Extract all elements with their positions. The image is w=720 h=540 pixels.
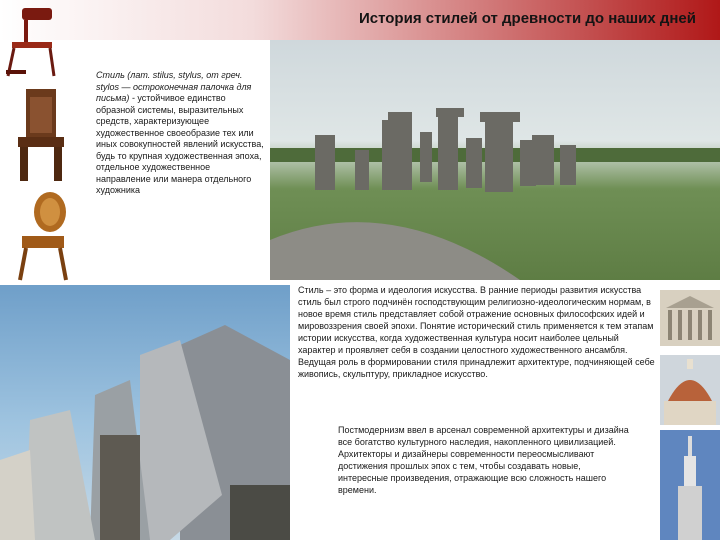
empire-state-photo <box>660 430 720 540</box>
postmodern-paragraph: Постмодернизм ввел в арсенал современной архитектуры и дизайна все богатство культурного наследия, накопленного цивилизацией. Архитекторы и дизайнеры современности переосмысливают достижения прошлых эпох с тем, чтобы создавать новые, интересные произведения, отражающие всю сложность нашего времени. <box>338 425 629 495</box>
pantheon-photo <box>660 290 720 346</box>
style-paragraph: Стиль – это форма и идеология искусства. В ранние периоды развития искусства стиль был строго подчинён господствующим религиозно-идеологическим нормам, в новое время стиль представляет собой отражение основных философских идей и мировоззрения своей эпохи. Понятие исторический стиль применяется к тем этапам истории искусства, когда художественная культура носит наиболее цельный характер и проявляет себя в создании целостного художественного ансамбля. Ведущая роль в формировании стиля принадлежит архитектуре, подчиняющей себе живопись, скульптуру, прикладное искусство. <box>298 285 655 379</box>
baroque-chair-icon <box>12 190 74 282</box>
cathedral-dome-photo <box>660 355 720 425</box>
definition-body: устойчивое единство образной системы, выразительных средств, характеризующее художественное своеобразие тех или иных совокупностей явлений искусства, будь то крупная художественная эпоха, отдельное художественное направление или манера отдельного художника <box>96 93 264 195</box>
skyscrapers-photo <box>0 285 290 540</box>
throne-chair-icon <box>12 85 70 183</box>
stonehenge-photo <box>270 40 720 280</box>
page-title: История стилей от древности до наших дней <box>359 10 696 27</box>
style-definition <box>96 70 264 197</box>
definition-italic: Стиль (лат. stilus, stylus, от греч. stylos — остроконечная палочка для письма) - <box>96 70 252 103</box>
chair-icon <box>4 4 58 78</box>
